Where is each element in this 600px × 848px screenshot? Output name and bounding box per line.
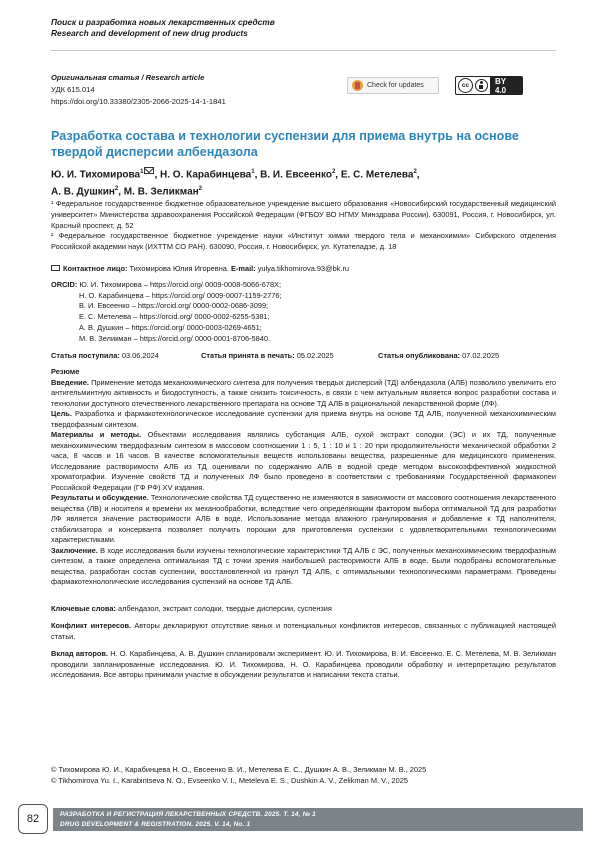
conflict-label: Конфликт интересов. [51,621,132,630]
section-label: Материалы и методы. [51,430,142,439]
article-type: Оригинальная статья / Research article [51,73,205,82]
section-label: Результаты и обсуждение. [51,493,149,502]
journal-name-ru: РАЗРАБОТКА И РЕГИСТРАЦИЯ ЛЕКАРСТВЕННЫХ СРЕДСТВ. 2025. Т. 14, № 1 [60,811,316,818]
orcid-line [51,280,282,291]
section-text: В ходе исследования были изучены технологические характеристики ТД АЛБ с ЭС, полученных механохимическим твердофазным синтезом, а также определена оптимальная ТД с точки зрения наибольшей растворимости АЛБ в воде. Были подобраны вспомогательные вещества, разработан состав суспензии, восстановленной из гранул ТД АЛБ, с оптимальными технологическими параметрами. Проведены фармакотехнологические исследования суспензий на основе ТД АЛБ. [51,545,556,586]
abstract-aim [51,409,556,430]
author-name: Ю. И. Тихомирова [51,169,141,181]
abstract-conclusion [51,546,556,588]
abstract [51,367,556,588]
section-text: Объектами исследования являлись субстанция АЛБ, сухой экстракт солодки (ЭС) и их ТД, полученные механохимическим твердофазным синтезом в массовом соотношении 1 : 5, 1 : 10 и 1 : 20 при продолжительности механической обработки 2 часа, 8 часов и 16 часов. В качестве вспомогательных веществ использованы вещества, разрешенные для медицинского применения. Исследование растворимости АЛБ из ТД оценивали по содержанию АЛБ в водной среде методом высокоэффективной жидкостной хроматографии. Изучение свойств ТД и полученных ЛФ было проведено в соответствии с требованиями Государственной фармакопеи Российской Федерации (ГФ РФ) XV издания. [51,430,556,492]
running-head [51,17,275,39]
email-label: E-mail: [228,264,256,273]
author-name: , М. В. Зеликман [118,186,199,198]
author-name: , Е. С. Метелева [335,169,414,181]
abstract-heading: Резюме [51,367,80,376]
contact-label: Контактное лицо: [63,264,128,273]
author-contribution [51,649,556,681]
udk: УДК 615.014 [51,85,95,94]
cc-license-badge[interactable] [455,76,523,95]
date-received-label: Статья поступила: [51,351,120,360]
orcid-entry[interactable]: М. В. Зеликман – https://orcid.org/ 0000-0001-8706-5840. [79,333,271,343]
orcid-line [51,291,282,302]
authors-line-1 [51,165,551,182]
orcid-line [51,323,282,334]
date-received-value: 03.06.2024 [119,351,159,360]
running-head-en: Research and development of new drug products [51,28,248,38]
affiliation-sup: 2 [331,169,336,175]
journal-band [53,808,583,831]
orcid-entry[interactable]: Н. О. Карабинцева – https://orcid.org/ 0009-0007-1159-2776; [79,290,282,300]
contribution-label: Вклад авторов. [51,649,109,658]
article-title: Разработка состава и технологии суспензии для приема внутрь на основе твердой дисперсии албендазола [51,129,519,159]
envelope-icon [51,265,60,271]
author-name: А. В. Душкин [51,186,115,198]
crossmark-icon [352,80,363,91]
section-label: Введение. [51,377,89,387]
journal-name-en: DRUG DEVELOPMENT & REGISTRATION. 2025. V. 14, No. 1 [60,820,251,828]
orcid-line [51,301,282,312]
date-accepted-label: Статья принята в печать: [201,351,295,360]
affiliation-sup: 1 [251,169,255,175]
section-text: Технологические свойства ТД существенно не изменяются в зависимости от массового соотношения лекарственного вещества (ЛВ) и носителя и времени их механообработки, вследствие чего определяющим фактором выбора оптимальной ТД для разработки ЛФ является значение растворимости АЛБ в воде. Использование метода влажного гранулирования и добавление к ТД наполнителя, стабилизатора и консерванта позволяет получить порошки для приготовления суспензии с удовлетворительными технологическими характеристиками. [51,493,557,544]
keywords-text: албендазол, экстракт солодки, твердые дисперсии, суспензия [115,604,332,613]
check-for-updates-button[interactable] [347,77,439,94]
section-label: Заключение. [51,545,98,555]
mail-icon [144,167,154,174]
date-published-value: 07.02.2025 [460,351,500,360]
conflict-of-interest [51,621,556,642]
page-number: 82 [18,804,48,834]
orcid-entry[interactable]: Е. С. Метелева – https://orcid.org/ 0000-0002-6255-5381; [79,312,270,322]
running-head-ru: Поиск и разработка новых лекарственных средств [51,17,275,27]
doi-link[interactable]: https://doi.org/10.33380/2305-2066-2025-14-1-1841 [51,97,226,106]
contact-name: Тихомирова Юлия Игоревна. [127,264,229,273]
abstract-methods [51,430,556,493]
copyright-en: © Tikhomirova Yu. I., Karabintseva N. O., Evseenko V. I., Meteleva E. S., Dushkin A. V., Zelikman M. V., 2025 [51,775,408,785]
check-for-updates-label: Check for updates [367,82,424,89]
orcid-entry[interactable]: А. В. Душкин – https://orcid.org/ 0000-0003-0269-4651; [79,322,262,332]
section-label: Цель. [51,409,72,418]
date-published-label: Статья опубликована: [378,351,461,360]
orcid-line [51,312,282,323]
affiliation-sup: 2 [198,186,203,193]
authors [51,165,551,200]
copyright-ru: © Тихомирова Ю. И., Карабинцева Н. О., Евсеенко В. И., Метелева Е. С., Душкин А. В., Зеликман М. В., 2025 [51,765,427,774]
article-meta [51,72,226,108]
authors-line-2 [51,182,551,199]
abstract-introduction [51,378,556,410]
affiliation-sup: 2 [413,169,417,175]
orcid-label: ORCID: [51,280,78,289]
contact-person [51,264,556,275]
copyright [51,765,426,787]
keywords-label: Ключевые слова: [51,604,116,613]
date-accepted-value: 05.02.2025 [294,351,334,360]
affiliation-sup: 1 [140,169,144,175]
contribution-text: Н. О. Карабинцева, А. В. Душкин спланировали эксперимент. Ю. И. Тихомирова, В. И. Евсеенко. Е. С. Метелева, М. В. Зеликман проводили запланированные исследования. Ю. И. Тихомирова, Н. О. Карабинцева проводили обработку и интерпретацию результатов исследования. Все авторы принимали участие в обсуждении результатов и написании текста статьи. [51,649,556,679]
author-name: , В. И. Евсеенко [254,169,332,181]
affiliation-sup: 2 [114,186,119,193]
orcid-line [51,334,282,345]
affiliation-2: ² Федеральное государственное бюджетное учреждение науки «Институт химии твердого тела и механохимии» Сибирского отделения Российской академии наук (ИХТТМ СО РАН). 630090, Россия, г. Новосибирск, ул. Кутателадзе, д. 18 [51,231,556,251]
abstract-results [51,493,556,546]
cc-license-label: BY 4.0 [490,77,522,94]
affiliation-1: ¹ Федеральное государственное бюджетное образовательное учреждение высшего образования «Новосибирский государственный медицинский университет» Министерства здравоохранения Российской Федерации (ФГБОУ ВО НГМУ Минздрава России). 630091, Россия, г. Новосибирск, ул. Красный проспект, д. 52 [51,199,556,230]
date-published [378,351,499,361]
orcid-list [51,280,282,344]
section-text: Разработка и фармакотехнологическое исследование суспензии для приема внутрь на основе ТД АЛБ, полученной механохимическим твердофазным синтезом. [51,409,556,429]
page-footer [18,804,583,834]
contact-email[interactable]: yulya.tikhomirova.93@bk.ru [255,264,350,273]
conflict-text: Авторы декларируют отсутствие явных и потенциальных конфликтов интересов, связанных с публикацией настоящей статьи. [51,621,556,641]
keywords [51,604,556,615]
date-accepted [201,351,334,361]
attribution-icon [475,79,488,92]
authors-comma: , [416,169,420,181]
date-received [51,351,159,361]
author-name: , Н. О. Карабинцева [154,169,252,181]
orcid-entry[interactable]: В. И. Евсеенко – https://orcid.org/ 0000-0002-0686-3099; [79,301,269,311]
cc-icon: cc [458,78,473,93]
orcid-entry[interactable]: Ю. И. Тихомирова – https://orcid.org/ 0009-0008-5066-678X; [79,280,282,289]
section-text: Применение метода механохимического синтеза для получения твердых дисперсий (ТД) албендазола (АЛБ) позволило увеличить его антигельминтную активность и биодоступность, а также снизить токсичность, в связи с чем актуальным является вопрос разработки состава и технологии доступного отечественного лекарственного препарата на основе ТД АЛБ в рациональной лекарственной форме (ЛФ). [51,377,556,408]
header-divider [51,50,556,51]
